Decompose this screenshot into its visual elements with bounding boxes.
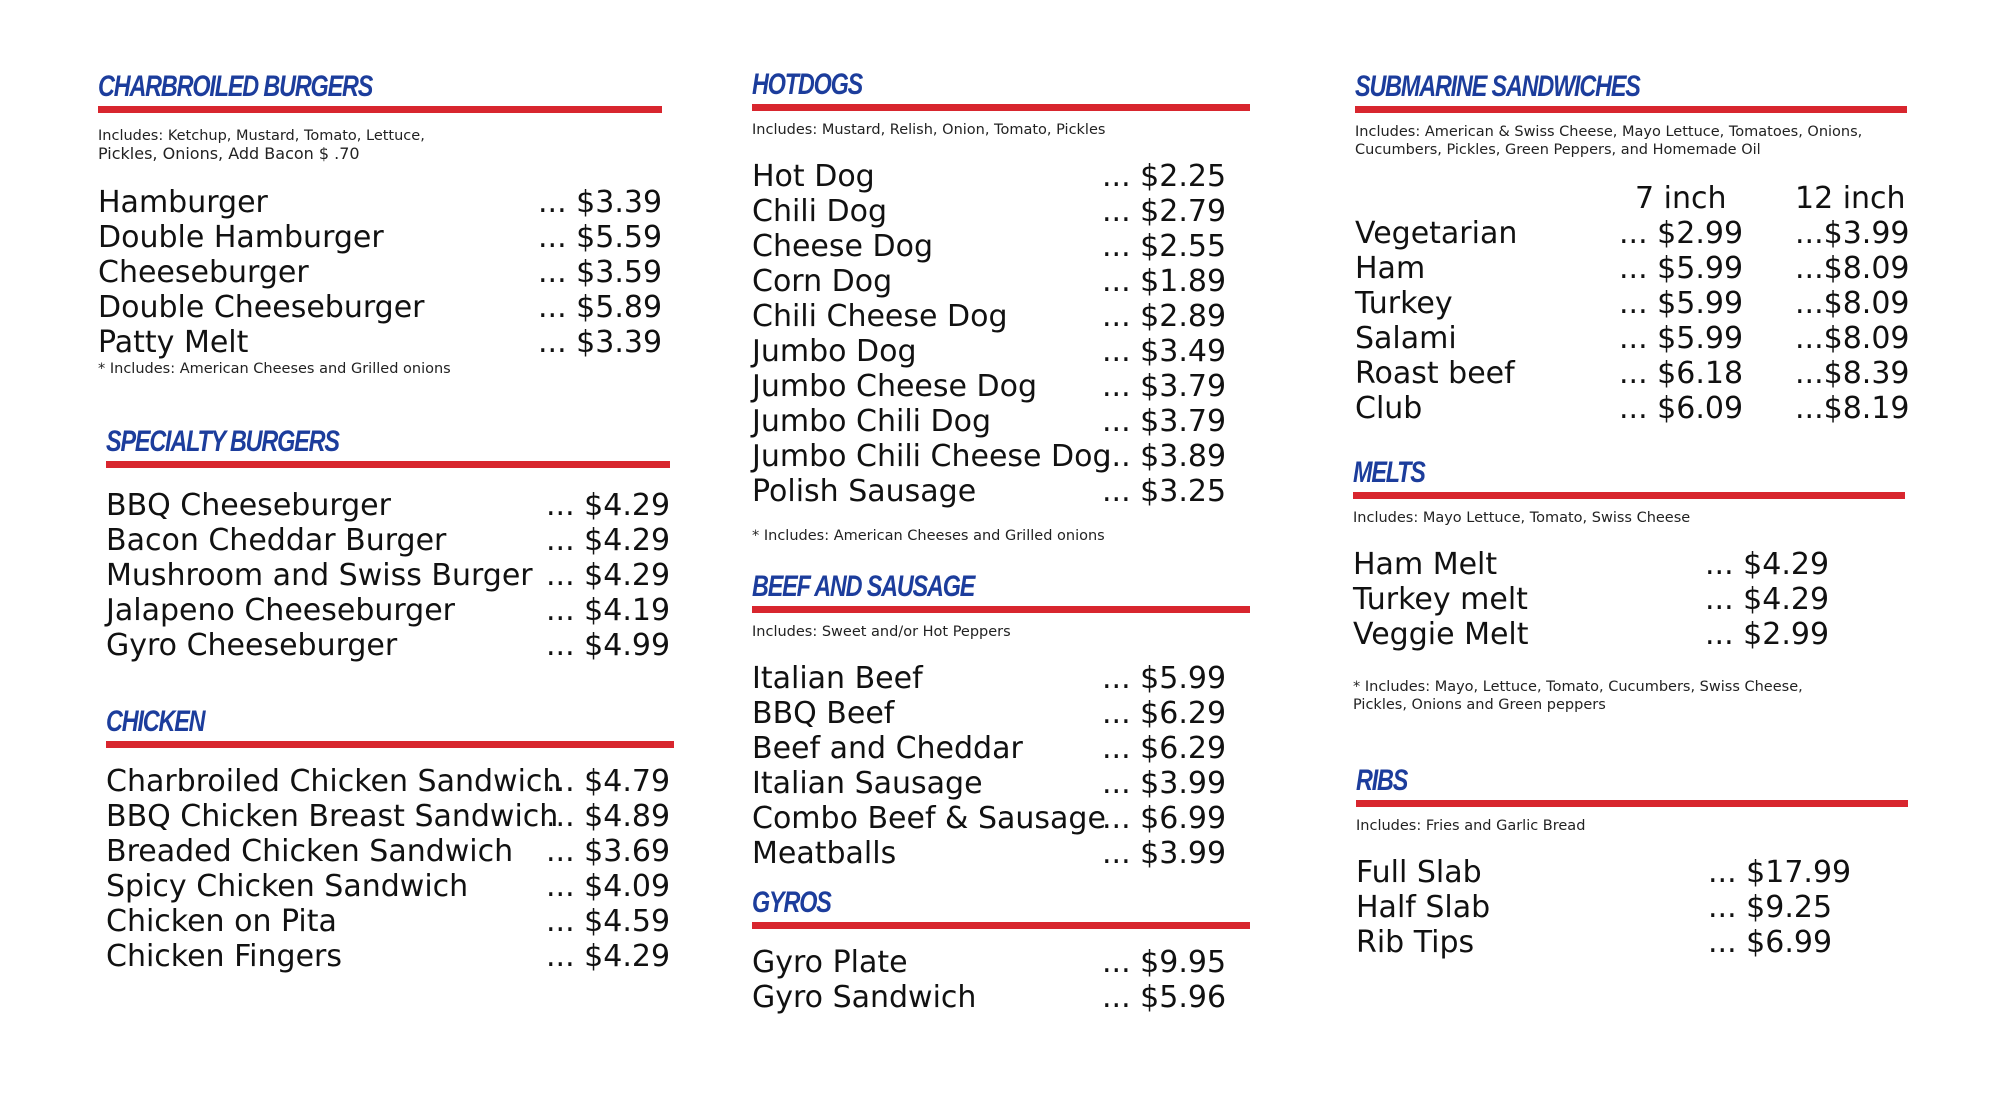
item-price: ... $3.79 xyxy=(1102,369,1227,404)
menu-item xyxy=(106,593,670,628)
section-charbroiled-burgers xyxy=(98,70,662,378)
item-name: Hot Dog xyxy=(752,159,875,194)
red-divider xyxy=(106,461,670,468)
item-name: Roast beef xyxy=(1355,356,1515,391)
item-name: Rib Tips xyxy=(1356,925,1475,960)
menu-item xyxy=(1355,251,1910,286)
includes-note xyxy=(98,127,662,163)
item-price: ... $3.59 xyxy=(538,255,663,290)
menu-item xyxy=(106,764,674,799)
item-price: ... $2.25 xyxy=(1102,159,1227,194)
menu-item xyxy=(752,696,1250,731)
item-price: ... $2.89 xyxy=(1102,299,1227,334)
item-name: Salami xyxy=(1355,321,1457,356)
menu-item xyxy=(752,229,1250,264)
item-name: Gyro Plate xyxy=(752,945,908,980)
item-list xyxy=(752,945,1250,1015)
item-price-7: ... $6.18 xyxy=(1619,356,1744,391)
red-divider xyxy=(1353,492,1905,499)
item-price-7: ... $2.99 xyxy=(1619,216,1744,251)
item-name: Jumbo Chili Dog xyxy=(752,404,992,439)
note-line: Cucumbers, Pickles, Green Peppers, and Homemade Oil xyxy=(1355,142,1761,158)
footnote xyxy=(1353,678,1905,714)
item-price: ... $3.49 xyxy=(1102,334,1227,369)
item-price: ... $4.29 xyxy=(546,523,671,558)
item-name: Combo Beef & Sausage xyxy=(752,801,1106,836)
includes-note: Includes: Fries and Garlic Bread xyxy=(1356,818,1586,834)
item-price: ... $3.89 xyxy=(1102,439,1227,474)
item-list xyxy=(752,159,1250,509)
menu-item xyxy=(98,255,662,290)
item-name: Italian Sausage xyxy=(752,766,983,801)
item-name: Jumbo Chili Cheese Dog xyxy=(752,439,1112,474)
item-name: Jalapeno Cheeseburger xyxy=(106,593,456,628)
item-price: ... $4.09 xyxy=(546,869,671,904)
red-divider xyxy=(752,922,1250,929)
section-specialty-burgers xyxy=(106,425,670,663)
item-price: ... $5.59 xyxy=(538,220,663,255)
menu-item xyxy=(752,439,1250,474)
item-price-12: ...$3.99 xyxy=(1795,216,1910,251)
menu-item xyxy=(752,334,1250,369)
item-price: ... $4.99 xyxy=(546,628,671,663)
item-name: Breaded Chicken Sandwich xyxy=(106,834,514,869)
item-price: ... $6.99 xyxy=(1708,925,1833,960)
note-line: Pickles, Onions, Add Bacon $ .70 xyxy=(98,144,360,163)
item-name: Mushroom and Swiss Burger xyxy=(106,558,533,593)
item-name: Italian Beef xyxy=(752,661,923,696)
item-price: ... $9.25 xyxy=(1708,890,1833,925)
size-header xyxy=(1355,181,1907,216)
item-list xyxy=(98,185,662,360)
item-name: Cheese Dog xyxy=(752,229,933,264)
menu-item xyxy=(1355,321,1910,356)
item-list xyxy=(106,488,670,663)
item-name: Cheeseburger xyxy=(98,255,309,290)
menu-item xyxy=(106,869,674,904)
item-price: ... $4.29 xyxy=(1705,582,1830,617)
includes-note xyxy=(1355,123,1907,159)
item-name: Veggie Melt xyxy=(1353,617,1529,652)
menu-item xyxy=(106,834,674,869)
item-name: Gyro Sandwich xyxy=(752,980,977,1015)
item-list xyxy=(752,661,1250,871)
includes-note: Includes: Mustard, Relish, Onion, Tomato, Pickles xyxy=(752,122,1106,138)
section-ribs xyxy=(1356,764,1908,960)
item-price-7: ... $5.99 xyxy=(1619,321,1744,356)
item-name: Chicken Fingers xyxy=(106,939,342,974)
item-price: ... $3.99 xyxy=(1102,766,1227,801)
item-price: ... $6.99 xyxy=(1102,801,1227,836)
item-price-12: ...$8.09 xyxy=(1795,251,1910,286)
item-name: Polish Sausage xyxy=(752,474,977,509)
menu-item xyxy=(1355,216,1910,251)
menu-item xyxy=(106,628,670,663)
item-name: Vegetarian xyxy=(1355,216,1518,251)
section-chicken xyxy=(106,705,674,974)
item-name: Turkey melt xyxy=(1353,582,1528,617)
menu-item xyxy=(752,945,1250,980)
menu-item xyxy=(1353,547,1905,582)
item-price-12: ...$8.09 xyxy=(1795,321,1910,356)
menu-item xyxy=(1356,855,1908,890)
item-name: Chili Dog xyxy=(752,194,887,229)
item-name: Hamburger xyxy=(98,185,268,220)
red-divider xyxy=(1355,106,1907,113)
item-price: ... $4.79 xyxy=(546,764,671,799)
includes-note: Includes: Sweet and/or Hot Peppers xyxy=(752,624,1011,640)
section-title: CHARBROILED BURGERS xyxy=(98,70,373,103)
item-price: ... $1.89 xyxy=(1102,264,1227,299)
item-price: ... $4.59 xyxy=(546,904,671,939)
item-price: ... $5.99 xyxy=(1102,661,1227,696)
menu-item xyxy=(752,404,1250,439)
menu-item xyxy=(1353,582,1905,617)
item-name: Beef and Cheddar xyxy=(752,731,1023,766)
item-price: ... $17.99 xyxy=(1708,855,1852,890)
red-divider xyxy=(752,104,1250,111)
item-name: Double Hamburger xyxy=(98,220,384,255)
item-name: BBQ Beef xyxy=(752,696,895,731)
section-title: CHICKEN xyxy=(106,705,205,738)
item-list xyxy=(1353,547,1905,652)
menu-item xyxy=(752,299,1250,334)
item-price: ... $4.29 xyxy=(546,558,671,593)
menu-item xyxy=(752,264,1250,299)
menu-item xyxy=(1355,391,1910,426)
item-price: ... $4.89 xyxy=(546,799,671,834)
item-price-12: ...$8.09 xyxy=(1795,286,1910,321)
menu-item xyxy=(1355,286,1910,321)
menu-item xyxy=(1355,356,1910,391)
item-price: ... $5.96 xyxy=(1102,980,1227,1015)
red-divider xyxy=(1356,800,1908,807)
section-title: SPECIALTY BURGERS xyxy=(106,425,339,458)
item-price-7: ... $5.99 xyxy=(1619,251,1744,286)
section-title: HOTDOGS xyxy=(752,68,863,101)
item-name: Charbroiled Chicken Sandwich xyxy=(106,764,562,799)
section-hotdogs xyxy=(752,68,1250,545)
item-price-12: ...$8.19 xyxy=(1795,391,1910,426)
item-price: ... $2.79 xyxy=(1102,194,1227,229)
menu-item xyxy=(106,904,674,939)
section-melts xyxy=(1353,456,1905,714)
menu-item xyxy=(752,801,1250,836)
item-price-7: ... $5.99 xyxy=(1619,286,1744,321)
menu-item xyxy=(752,369,1250,404)
item-price: ... $2.99 xyxy=(1705,617,1830,652)
footnote-line: Pickles, Onions and Green peppers xyxy=(1353,697,1606,713)
note-line: Includes: Ketchup, Mustard, Tomato, Lettuce, xyxy=(98,128,425,144)
section-title: RIBS xyxy=(1356,764,1408,797)
menu-item xyxy=(106,523,670,558)
red-divider xyxy=(98,106,662,113)
item-price: ... $2.55 xyxy=(1102,229,1227,264)
menu-item xyxy=(752,474,1250,509)
menu-item xyxy=(752,194,1250,229)
item-price: ... $4.29 xyxy=(1705,547,1830,582)
section-beef-and-sausage xyxy=(752,570,1250,871)
menu-item xyxy=(752,836,1250,871)
menu-item xyxy=(752,159,1250,194)
item-name: Spicy Chicken Sandwich xyxy=(106,869,469,904)
footnote: * Includes: American Cheeses and Grilled onions xyxy=(752,528,1105,544)
item-price-7: ... $6.09 xyxy=(1619,391,1744,426)
item-name: Jumbo Cheese Dog xyxy=(752,369,1038,404)
menu-item xyxy=(98,220,662,255)
item-price-12: ...$8.39 xyxy=(1795,356,1910,391)
item-name: Corn Dog xyxy=(752,264,893,299)
item-name: Ham xyxy=(1355,251,1426,286)
menu-item xyxy=(752,766,1250,801)
footnote-line: * Includes: Mayo, Lettuce, Tomato, Cucumbers, Swiss Cheese, xyxy=(1353,679,1803,695)
red-divider xyxy=(752,606,1250,613)
section-title: GYROS xyxy=(752,886,831,919)
item-name: Half Slab xyxy=(1356,890,1491,925)
col-12-inch: 12 inch xyxy=(1795,181,1906,216)
item-price: ... $4.29 xyxy=(546,939,671,974)
item-price: ... $3.25 xyxy=(1102,474,1227,509)
item-price: ... $3.39 xyxy=(538,325,663,360)
item-list xyxy=(1356,855,1908,960)
note-line: Includes: American & Swiss Cheese, Mayo Lettuce, Tomatoes, Onions, xyxy=(1355,124,1863,140)
includes-note: Includes: Mayo Lettuce, Tomato, Swiss Cheese xyxy=(1353,510,1691,526)
item-name: Club xyxy=(1355,391,1423,426)
item-name: Chili Cheese Dog xyxy=(752,299,1008,334)
menu-item xyxy=(1356,925,1908,960)
item-price: ... $5.89 xyxy=(538,290,663,325)
item-name: BBQ Cheeseburger xyxy=(106,488,391,523)
menu-item xyxy=(106,488,670,523)
item-price: ... $3.39 xyxy=(538,185,663,220)
item-name: Gyro Cheeseburger xyxy=(106,628,398,663)
item-price: ... $9.95 xyxy=(1102,945,1227,980)
menu-item xyxy=(98,185,662,220)
menu-item xyxy=(752,661,1250,696)
section-title: MELTS xyxy=(1353,456,1425,489)
item-name: Jumbo Dog xyxy=(752,334,917,369)
menu-item xyxy=(752,731,1250,766)
item-price: ... $3.79 xyxy=(1102,404,1227,439)
menu-item xyxy=(1356,890,1908,925)
red-divider xyxy=(106,741,674,748)
item-price: ... $3.99 xyxy=(1102,836,1227,871)
menu-item xyxy=(106,558,670,593)
item-name: Chicken on Pita xyxy=(106,904,337,939)
menu-item xyxy=(106,799,674,834)
menu-item xyxy=(98,290,662,325)
menu-item xyxy=(1353,617,1905,652)
item-name: Meatballs xyxy=(752,836,897,871)
item-list xyxy=(1355,216,1910,426)
item-name: Bacon Cheddar Burger xyxy=(106,523,447,558)
item-name: Patty Melt xyxy=(98,325,249,360)
item-price: ... $6.29 xyxy=(1102,696,1227,731)
item-price: ... $3.69 xyxy=(546,834,671,869)
item-name: BBQ Chicken Breast Sandwich xyxy=(106,799,559,834)
menu-item xyxy=(106,939,674,974)
item-list xyxy=(106,764,674,974)
section-title: BEEF AND SAUSAGE xyxy=(752,570,975,603)
menu-item xyxy=(98,325,662,360)
col-7-inch: 7 inch xyxy=(1635,181,1727,216)
item-price: ... $4.19 xyxy=(546,593,671,628)
section-title: SUBMARINE SANDWICHES xyxy=(1355,70,1640,103)
item-name: Turkey xyxy=(1355,286,1453,321)
item-price: ... $6.29 xyxy=(1102,731,1227,766)
section-gyros xyxy=(752,886,1250,1015)
item-price: ... $4.29 xyxy=(546,488,671,523)
menu-item xyxy=(752,980,1250,1015)
item-name: Ham Melt xyxy=(1353,547,1498,582)
item-name: Double Cheeseburger xyxy=(98,290,425,325)
footnote: * Includes: American Cheeses and Grilled onions xyxy=(98,361,451,377)
section-submarine-sandwiches xyxy=(1355,70,1910,426)
item-name: Full Slab xyxy=(1356,855,1482,890)
